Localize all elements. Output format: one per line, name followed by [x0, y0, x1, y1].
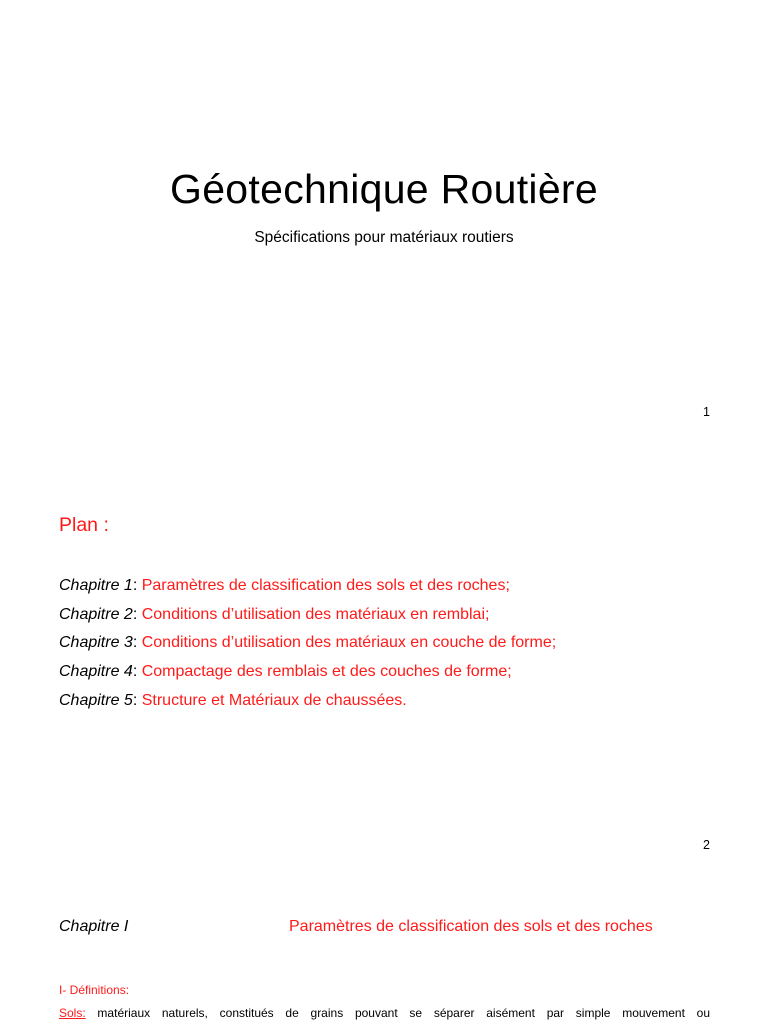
chapter-label: Chapitre 4: [59, 663, 133, 681]
chapter-item: [59, 601, 556, 630]
chapter-text: Conditions d’utilisation des matériaux en remblai;: [141, 605, 490, 623]
chapter-label: Chapitre 3: [59, 634, 133, 652]
definition-paragraph: [59, 1005, 710, 1021]
chapter-item: [59, 658, 556, 687]
document-subtitle: Spécifications pour matériaux routiers: [254, 229, 514, 246]
chapter-item: [59, 629, 556, 658]
chapter-text: Conditions d’utilisation des matériaux en couche de forme;: [141, 634, 557, 652]
chapter-text: Structure et Matériaux de chaussées.: [141, 691, 407, 709]
chapter-text: Compactage des remblais et des couches de forme;: [141, 663, 512, 681]
chapter-separator: :: [132, 577, 142, 594]
chapter-separator: :: [132, 634, 142, 652]
chapter-item: [59, 687, 556, 716]
chapter-label: Chapitre 5: [59, 691, 133, 709]
page-number-2: 2: [703, 838, 710, 852]
chapter-item: [59, 572, 556, 601]
chapter-heading-title: Paramètres de classification des sols et des roches: [289, 918, 653, 935]
page-number-1: 1: [703, 405, 710, 419]
chapter-label: Chapitre 2: [59, 605, 133, 623]
chapter-list: [59, 572, 556, 716]
plan-heading: Plan :: [59, 514, 109, 536]
definition-text: matériaux naturels, constitués de grains pouvant se séparer aisément par simple mouvement ou: [85, 1006, 710, 1020]
chapter-separator: :: [132, 663, 142, 681]
definition-term: Sols:: [59, 1006, 86, 1020]
chapter-heading-label: Chapitre I: [59, 918, 129, 935]
definitions-heading: I- Définitions:: [59, 983, 130, 997]
chapter-separator: :: [132, 605, 142, 623]
chapter-separator: :: [132, 691, 142, 709]
chapter-label: Chapitre 1: [59, 577, 133, 594]
document-title: Géotechnique Routière: [170, 166, 598, 212]
chapter-text: Paramètres de classification des sols et des roches;: [141, 577, 510, 594]
